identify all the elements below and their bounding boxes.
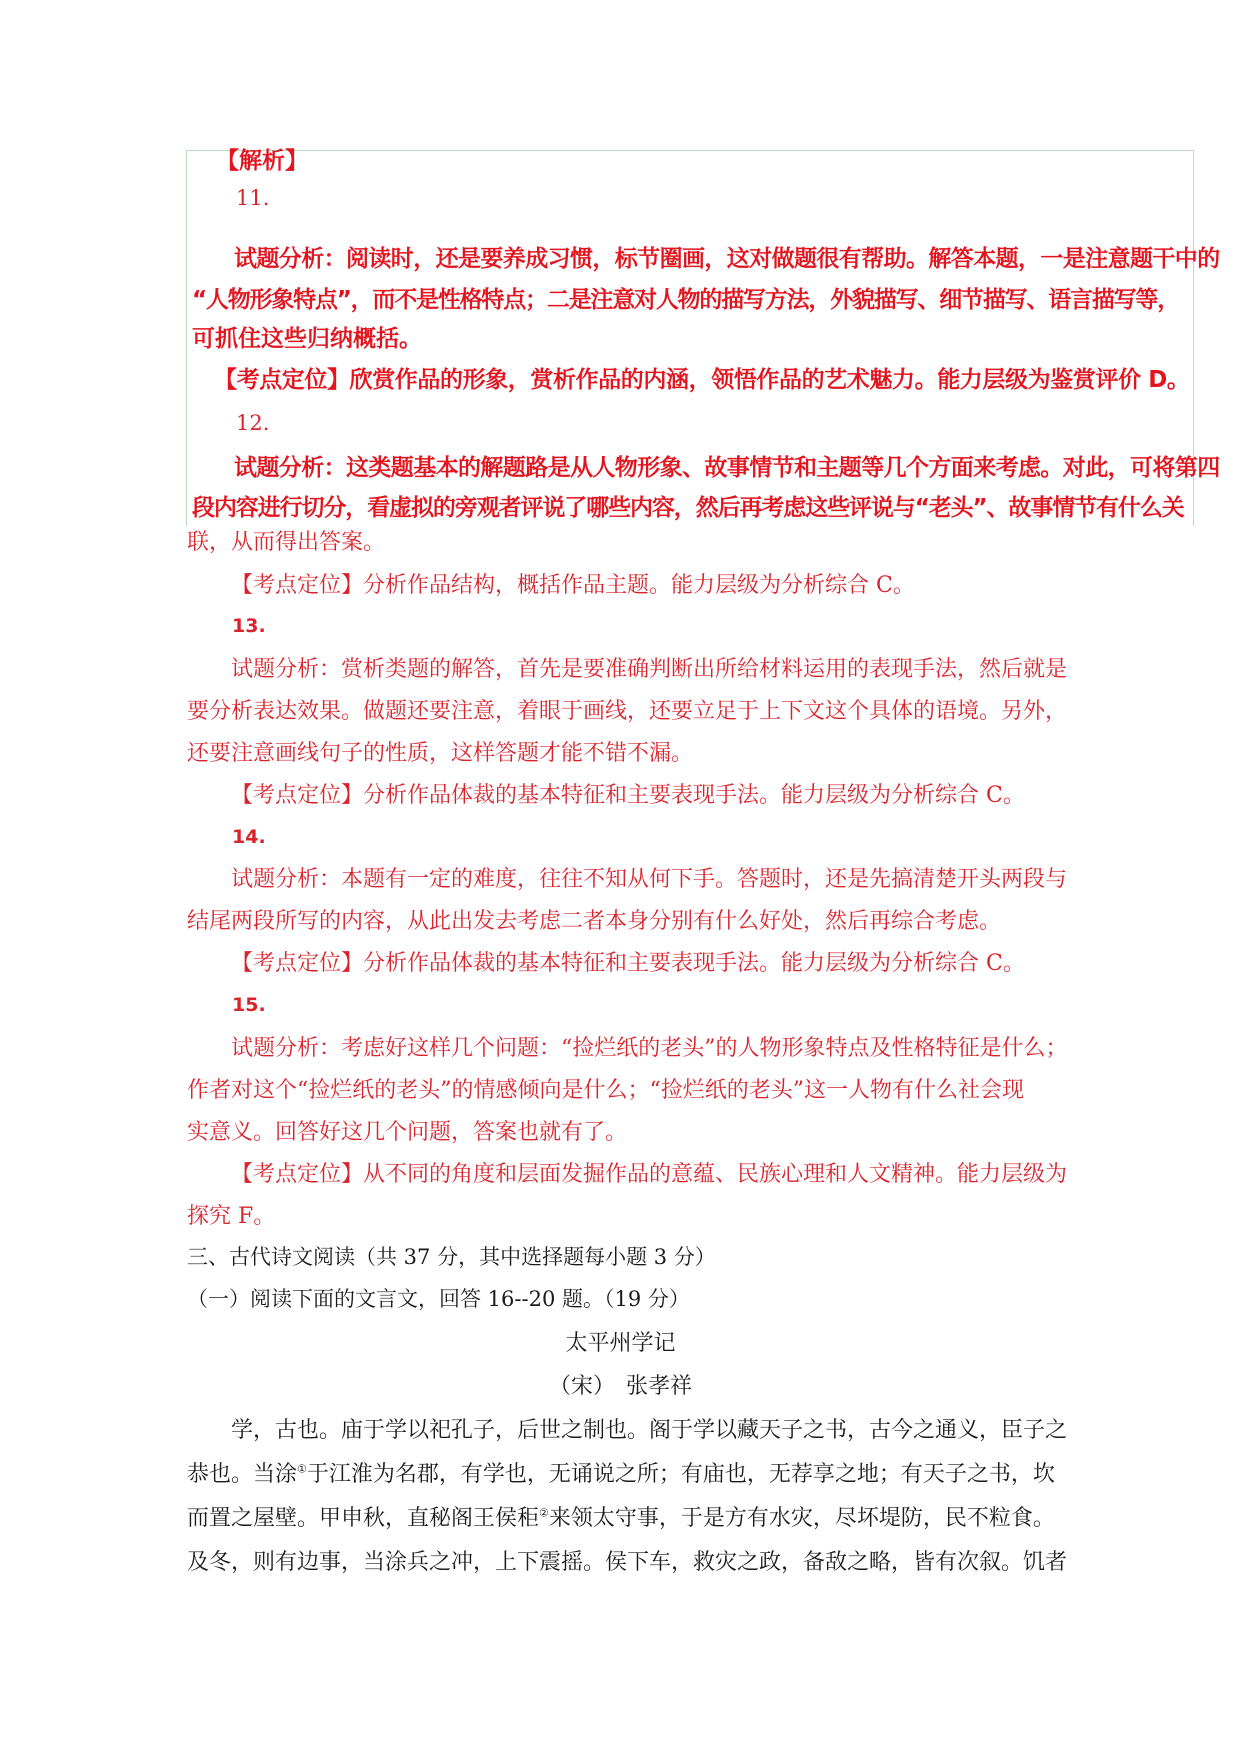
passage-author: （宋） 张孝祥 — [548, 1374, 692, 1399]
passage-line1: 学，古也。庙于学以祀孔子，后世之制也。阁于学以藏天子之书，古今之通义，臣子之 — [231, 1418, 1068, 1443]
q15-analysis-line2: 作者对这个“捡烂纸的老头”的情感倾向是什么；“捡烂纸的老头”这一人物有什么社会现 — [187, 1078, 1024, 1103]
section-3-heading: 三、古代诗文阅读（共 37 分，其中选择题每小题 3 分） — [187, 1245, 716, 1269]
q15-analysis-line1: 试题分析：考虑好这样几个问题：“捡烂纸的老头”的人物形象特点及性格特征是什么； — [231, 1036, 1068, 1061]
footnote-marker-2: ② — [539, 1506, 549, 1520]
q11-analysis-line2: “人物形象特点”，而不是性格特点；二是注意对人物的描写方法，外貌描写、细节描写、语言描写等， — [192, 287, 1180, 313]
q12-kaodian: 【考点定位】分析作品结构，概括作品主题。能力层级为分析综合 C。 — [231, 573, 915, 598]
passage-line3: 而置之屋壁。甲申秋，直秘阁王侯秬②来领太守事，于是方有水灾，尽坏堤防，民不粒食。 — [187, 1506, 1055, 1531]
q14-number: 14. — [232, 826, 266, 848]
section-3-1-instruction: （一）阅读下面的文言文，回答 16--20 题。（19 分） — [187, 1287, 690, 1311]
q13-analysis-line1: 试题分析：赏析类题的解答，首先是要准确判断出所给材料运用的表现手法，然后就是 — [231, 657, 1068, 682]
q14-kaodian: 【考点定位】分析作品体裁的基本特征和主要表现手法。能力层级为分析综合 C。 — [231, 951, 1025, 976]
footnote-marker-1: ① — [297, 1462, 307, 1476]
q14-analysis-line1: 试题分析：本题有一定的难度，往往不知从何下手。答题时，还是先搞清楚开头两段与 — [231, 867, 1068, 892]
q14-analysis-line2: 结尾两段所写的内容，从此出发去考虑二者本身分别有什么好处，然后再综合考虑。 — [187, 909, 1002, 934]
passage-title: 太平州学记 — [565, 1331, 676, 1356]
q12-analysis-line1: 试题分析：这类题基本的解题路是从人物形象、故事情节和主题等几个方面来考虑。对此，可将第四 — [234, 455, 1220, 481]
q11-kaodian: 【考点定位】欣赏作品的形象，赏析作品的内涵，领悟作品的艺术魅力。能力层级为鉴赏评价 D。 — [214, 367, 1190, 393]
q11-analysis-line1: 试题分析：阅读时，还是要养成习惯，标节圈画，这对做题很有帮助。解答本题，一是注意题干中的 — [234, 246, 1220, 272]
q15-number: 15. — [232, 994, 266, 1016]
q12-analysis-line3: 联，从而得出答案。 — [187, 530, 386, 555]
q13-analysis-line2: 要分析表达效果。做题还要注意，着眼于画线，还要立足于上下文这个具体的语境。另外， — [187, 699, 1068, 724]
passage-line4: 及冬，则有边事，当涂兵之冲，上下震摇。侯下车，救灾之政，备敌之略，皆有次叙。饥者 — [187, 1550, 1068, 1575]
q13-kaodian: 【考点定位】分析作品体裁的基本特征和主要表现手法。能力层级为分析综合 C。 — [231, 783, 1025, 808]
q15-analysis-line3: 实意义。回答好这几个问题，答案也就有了。 — [187, 1120, 628, 1145]
q11-analysis-line3: 可抓住这些归纳概括。 — [192, 326, 422, 352]
q12-analysis-line2: 段内容进行切分，看虚拟的旁观者评说了哪些内容，然后再考虑这些评说与“老头”、故事情节有什么关 — [192, 495, 1184, 521]
passage-line2: 恭也。当涂①于江淮为名郡，有学也，无诵说之所；有庙也，无荐享之地；有天子之书，坎 — [187, 1462, 1055, 1487]
q12-number: 12. — [236, 411, 270, 435]
q15-kaodian-line2: 探究 F。 — [187, 1204, 276, 1229]
q13-analysis-line3: 还要注意画线句子的性质，这样答题才能不错不漏。 — [187, 741, 694, 766]
q11-number: 11. — [236, 186, 270, 210]
jiexi-heading: 【解析】 — [216, 148, 308, 174]
q15-kaodian-line1: 【考点定位】从不同的角度和层面发掘作品的意蕴、民族心理和人文精神。能力层级为 — [231, 1162, 1068, 1187]
q13-number: 13. — [232, 615, 266, 637]
